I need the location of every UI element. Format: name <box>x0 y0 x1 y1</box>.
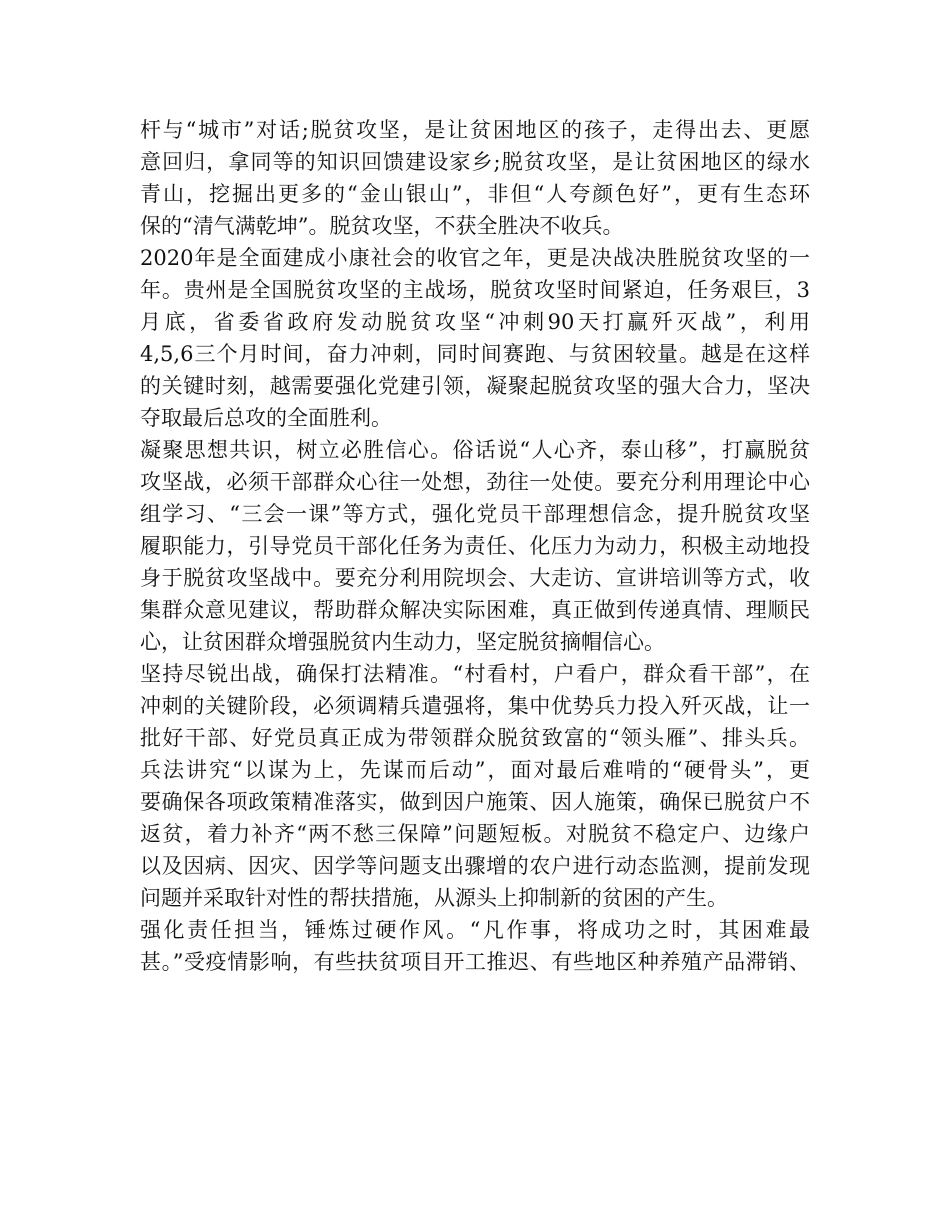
text-line: 年。贵州是全国脱贫攻坚的主战场，脱贫攻坚时间紧迫，任务艰巨，3 <box>140 278 810 302</box>
text-line: 保的“清气满乾坤”。脱贫攻坚，不获全胜决不收兵。 <box>140 214 624 238</box>
text-line: 青山，挖掘出更多的“金山银山”，非但“人夸颜色好”，更有生态环 <box>140 182 810 206</box>
text-line: 履职能力，引导党员干部化任务为责任、化压力为动力，积极主动地投 <box>140 534 810 558</box>
text-line: 4,5,6三个月时间，奋力冲刺，同时间赛跑、与贫困较量。越是在这样 <box>140 342 810 366</box>
text-line: 返贫，着力补齐“两不愁三保障”问题短板。对脱贫不稳定户、边缘户 <box>140 822 810 846</box>
text-line: 问题并采取针对性的帮扶措施，从源头上抑制新的贫困的产生。 <box>140 886 728 910</box>
text-line: 攻坚战，必须干部群众心往一处想，劲往一处使。要充分利用理论中心 <box>140 470 810 494</box>
text-line: 意回归，拿同等的知识回馈建设家乡;脱贫攻坚，是让贫困地区的绿水 <box>140 150 810 174</box>
text-line: 冲刺的关键阶段，必须调精兵遣强将，集中优势兵力投入歼灭战，让一 <box>140 694 810 718</box>
text-line: 甚。”受疫情影响，有些扶贫项目开工推迟、有些地区种养殖产品滞销、 <box>140 950 810 974</box>
text-line: 心，让贫困群众增强脱贫内生动力，坚定脱贫摘帽信心。 <box>140 630 665 654</box>
text-line: 杆与“城市”对话;脱贫攻坚，是让贫困地区的孩子，走得出去、更愿 <box>140 118 810 142</box>
text-line: 坚持尽锐出战，确保打法精准。“村看村，户看户，群众看干部”，在 <box>140 662 810 686</box>
text-line: 以及因病、因灾、因学等问题支出骤增的农户进行动态监测，提前发现 <box>140 854 810 878</box>
text-line: 2020年是全面建成小康社会的收官之年，更是决战决胜脱贫攻坚的一 <box>140 246 810 270</box>
document-body <box>140 114 810 978</box>
text-line: 兵法讲究“以谋为上，先谋而后动”，面对最后难啃的“硬骨头”，更 <box>140 758 810 782</box>
text-line: 月底，省委省政府发动脱贫攻坚“冲刺90天打赢歼灭战”，利用 <box>140 310 810 334</box>
text-line: 身于脱贫攻坚战中。要充分利用院坝会、大走访、宣讲培训等方式，收 <box>140 566 810 590</box>
text-line: 凝聚思想共识，树立必胜信心。俗话说“人心齐，泰山移”，打赢脱贫 <box>140 438 810 462</box>
text-line: 批好干部、好党员真正成为带领群众脱贫致富的“领头雁”、排头兵。 <box>140 726 810 750</box>
text-line: 夺取最后总攻的全面胜利。 <box>140 406 392 430</box>
text-line: 集群众意见建议，帮助群众解决实际困难，真正做到传递真情、理顺民 <box>140 598 810 622</box>
text-line: 要确保各项政策精准落实，做到因户施策、因人施策，确保已脱贫户不 <box>140 790 810 814</box>
text-line: 强化责任担当，锤炼过硬作风。“凡作事，将成功之时，其困难最 <box>140 918 810 942</box>
text-line: 组学习、“三会一课”等方式，强化党员干部理想信念，提升脱贫攻坚 <box>140 502 810 526</box>
text-line: 的关键时刻，越需要强化党建引领，凝聚起脱贫攻坚的强大合力，坚决 <box>140 374 810 398</box>
